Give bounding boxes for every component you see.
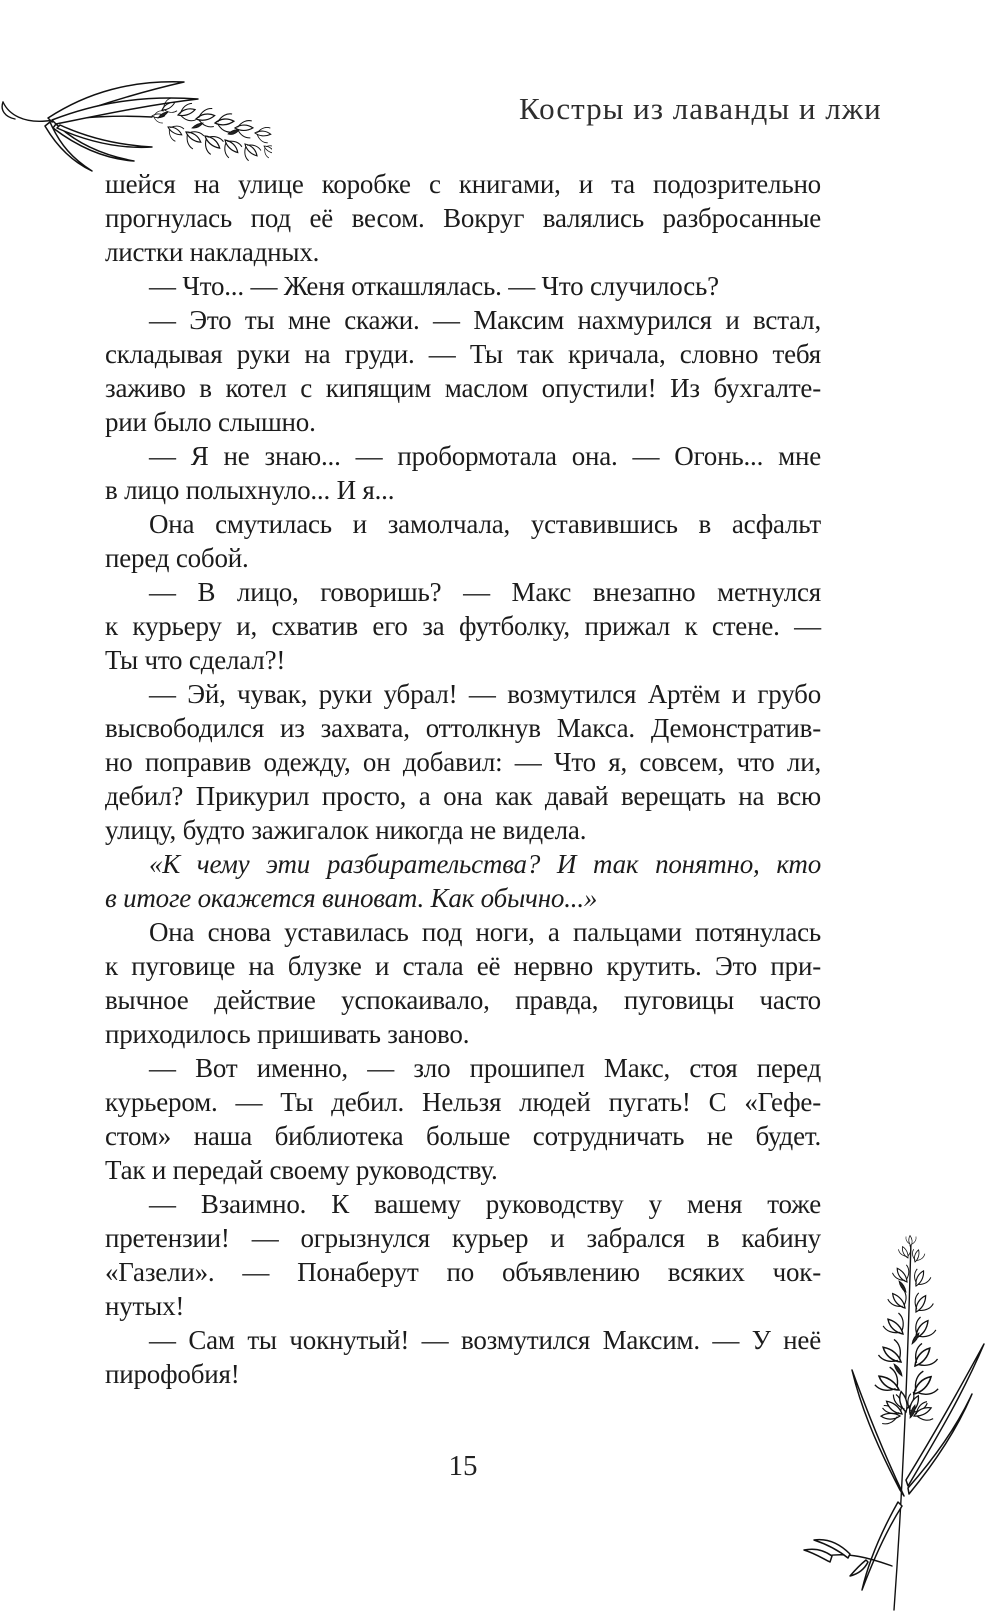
text-line: «Газели». — Понаберут по объявлению всяких чок- (105, 1257, 821, 1287)
text-line: высвободился из захвата, оттолкнув Макса. Демонстратив- (105, 713, 821, 743)
lavender-sprig-horizontal-icon (0, 70, 272, 178)
text-line: «К чему эти разбирательства? И так понятно, кто (149, 849, 821, 879)
text-line: в лицо полыхнуло... И я... (105, 475, 395, 505)
lavender-sprig-vertical-icon (788, 1232, 1000, 1616)
text-line: Ты что сделал?! (105, 645, 286, 675)
page-number: 15 (448, 1450, 478, 1482)
text-line: листки накладных. (105, 237, 320, 267)
text-line: пирофобия! (105, 1359, 240, 1389)
text-line: — Что... — Женя откашлялась. — Что случилось? (149, 271, 719, 301)
text-line: Она смутилась и замолчала, уставившись в асфальт (149, 509, 821, 539)
text-line: — В лицо, говоришь? — Макс внезапно метнулся (149, 577, 821, 607)
text-line: перед собой. (105, 543, 249, 573)
text-line: — Вот именно, — зло прошипел Макс, стоя перед (149, 1053, 821, 1083)
text-line: вычное действие успокаивало, правда, пуговицы часто (105, 985, 821, 1015)
text-line: нутых! (105, 1291, 185, 1321)
body-text (105, 167, 821, 1391)
running-head: Костры из лаванды и лжи (519, 91, 882, 126)
text-line: к курьеру и, схватив его за футболку, прижал к стене. — (105, 611, 821, 641)
text-line: но поправив одежду, он добавил: — Что я, совсем, что ли, (105, 747, 821, 777)
text-line: стом» наша библиотека больше сотрудничать не будет. (105, 1121, 821, 1151)
text-line: к пуговице на блузке и стала её нервно крутить. Это при- (105, 951, 821, 981)
text-line: — Сам ты чокнутый! — возмутился Максим. — У неё (149, 1325, 821, 1355)
text-line: — Я не знаю... — пробормотала она. — Огонь... мне (149, 441, 821, 471)
text-line: рии было слышно. (105, 407, 316, 437)
text-line: — Эй, чувак, руки убрал! — возмутился Артём и грубо (149, 679, 821, 709)
text-line: прогнулась под её весом. Вокруг валялись разбросанные (105, 203, 821, 233)
text-line: Так и передай своему руководству. (105, 1155, 498, 1185)
text-line: в итоге окажется виноват. Как обычно...» (105, 883, 598, 913)
text-line: курьером. — Ты дебил. Нельзя людей пугать! С «Гефе- (105, 1087, 821, 1117)
text-line: Она снова уставилась под ноги, а пальцами потянулась (149, 917, 821, 947)
text-line: — Это ты мне скажи. — Максим нахмурился и встал, (149, 305, 821, 335)
text-line: приходилось пришивать заново. (105, 1019, 470, 1049)
text-line: — Взаимно. К вашему руководству у меня тоже (149, 1189, 821, 1219)
text-line: дебил? Прикурил просто, а она как давай верещать на всю (105, 781, 821, 811)
text-line: претензии! — огрызнулся курьер и забрался в кабину (105, 1223, 821, 1253)
text-line: заживо в котел с кипящим маслом опустили! Из бухгалте- (105, 373, 821, 403)
text-line: складывая руки на груди. — Ты так кричала, словно тебя (105, 339, 821, 369)
text-line: шейся на улице коробке с книгами, и та подозрительно (105, 169, 821, 199)
text-line: улицу, будто зажигалок никогда не видела. (105, 815, 587, 845)
